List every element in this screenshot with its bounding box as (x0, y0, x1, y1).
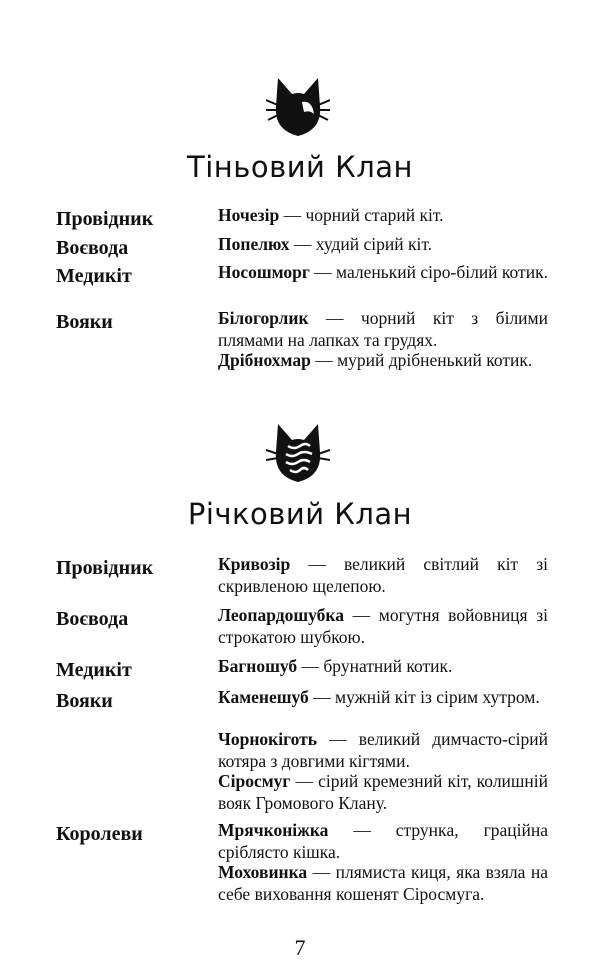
shadowclan-role-warriors: Вояки (56, 311, 113, 333)
entry-desc: — чорний кіт з білими плямами на лапках та грудях. (218, 308, 548, 350)
shadowclan-title: Тіньовий Клан (187, 150, 413, 184)
riverclan-entry-queen-1 (218, 820, 548, 863)
riverclan-role-deputy: Воєвода (56, 608, 129, 630)
entry-desc: — худий сірий кіт. (289, 234, 433, 254)
entry-desc: — великий димчасто-сірий котяра з довгими кігтями. (218, 729, 548, 771)
riverclan-role-warriors: Вояки (56, 690, 113, 712)
entry-name: Білогорлик (218, 308, 309, 328)
riverclan-role-queens: Королеви (56, 823, 143, 845)
shadowclan-role-medicine: Медикіт (56, 265, 132, 287)
shadowclan-entry-warrior-2 (218, 350, 548, 372)
entry-desc: — мужній кіт із сірим хутром. (308, 687, 540, 707)
entry-name: Чорнокіготь (218, 729, 317, 749)
page-number: 7 (294, 935, 306, 960)
riverclan-role-medicine: Медикіт (56, 659, 132, 681)
riverclan-entry-warrior-2 (218, 729, 548, 772)
entry-desc: — великий світлий кіт зі скривленою щелепою. (218, 554, 548, 596)
shadowclan-role-leader: Провідник (56, 208, 154, 230)
entry-name: Попелюх (218, 234, 290, 254)
entry-name: Дрібнохмар (218, 350, 311, 370)
entry-name: Багношуб (218, 656, 298, 676)
entry-desc: — могутня войовниця зі строкатою шубкою. (218, 605, 548, 647)
riverclan-entry-warrior-1 (218, 687, 548, 709)
entry-name: Леопардошубка (218, 605, 344, 625)
entry-desc: — стрункa, граційна сріблясто кішка. (218, 820, 548, 862)
entry-desc: — сірий кремезний кіт, колишній вояк Громового Клану. (218, 771, 548, 813)
riverclan-entry-medicine (218, 656, 548, 678)
riverclan-role-leader: Провідник (56, 557, 154, 579)
riverclan-entry-warrior-3 (218, 771, 548, 814)
shadowclan-entry-medicine (218, 262, 548, 284)
shadowclan-entry-leader (218, 205, 548, 227)
shadowclan-entry-warrior-1 (218, 308, 548, 351)
entry-desc: — чорний старий кіт. (279, 205, 444, 225)
entry-desc: — мурий дрібненький котик. (310, 350, 533, 370)
entry-name: Кривозір (218, 554, 291, 574)
entry-name: Сіросмуг (218, 771, 291, 791)
riverclan-entry-queen-2 (218, 862, 548, 905)
entry-name: Ночезір (218, 205, 280, 225)
entry-name: Каменешуб (218, 687, 309, 707)
entry-desc: — брунатний котик. (297, 656, 453, 676)
shadowclan-cat-emblem-icon (266, 72, 330, 142)
shadowclan-role-deputy: Воєвода (56, 237, 129, 259)
entry-name: Носошморг (218, 262, 310, 282)
entry-desc: — плямиста киця, яка взяла на себе виховання кошенят Сіросмуга. (218, 862, 548, 904)
riverclan-entry-leader (218, 554, 548, 597)
riverclan-title: Річковий Клан (187, 497, 413, 531)
riverclan-cat-emblem-icon (266, 418, 330, 488)
shadowclan-entry-deputy (218, 234, 548, 256)
entry-desc: — маленький сіро-білий котик. (309, 262, 548, 282)
entry-name: Мрячконіжка (218, 820, 329, 840)
entry-name: Моховинка (218, 862, 308, 882)
riverclan-entry-deputy (218, 605, 548, 648)
